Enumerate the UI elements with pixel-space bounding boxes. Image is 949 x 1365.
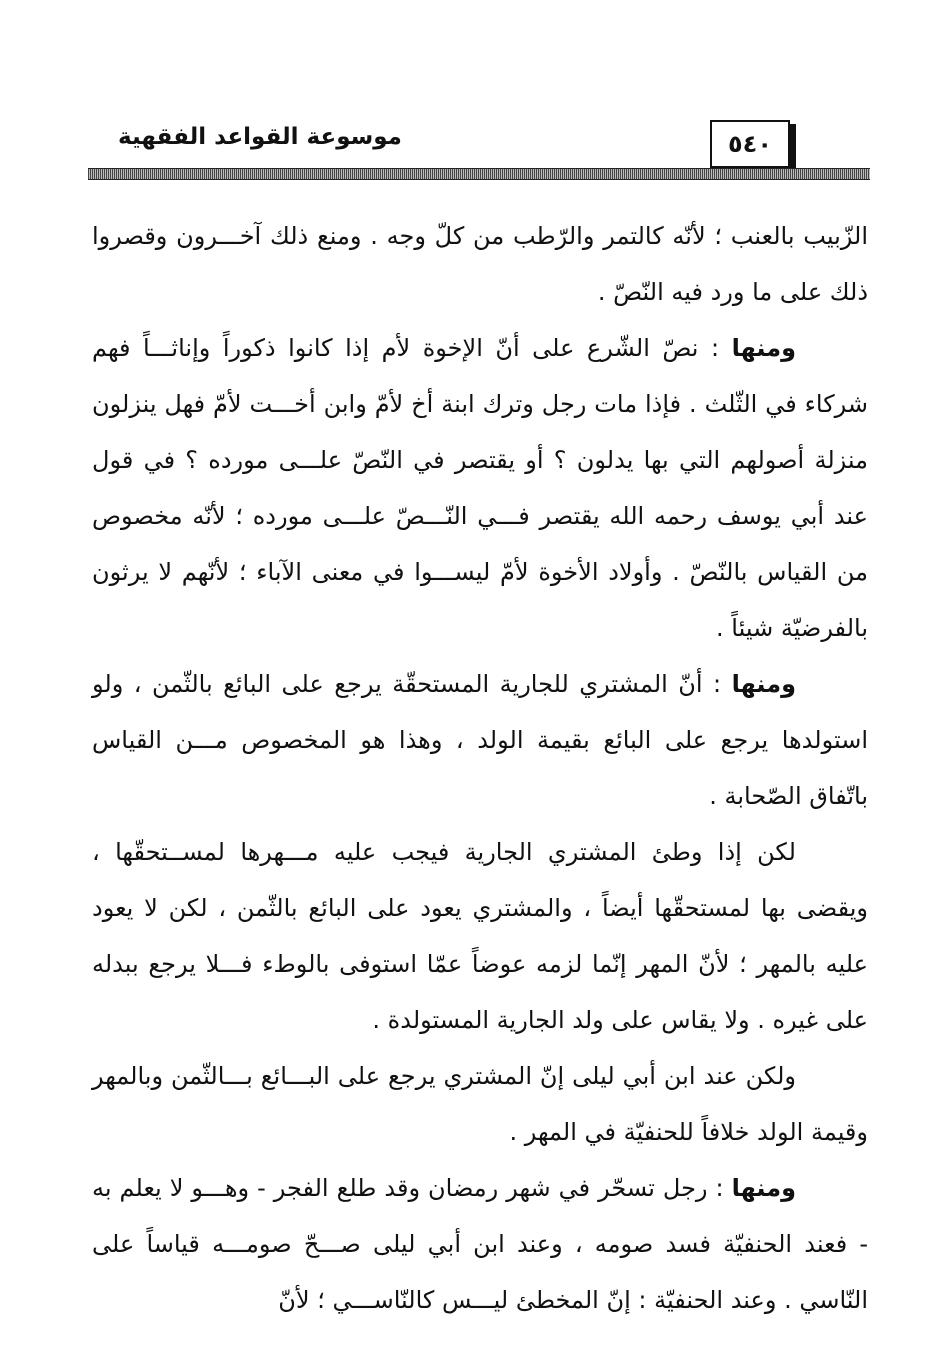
paragraph-lead: ومنها — [731, 1174, 796, 1202]
paragraph-text: لكن إذا وطئ المشتري الجارية فيجب عليه مـــهرها لمســتحقّها ، ويقضى بها لمستحقّها أيضاً ، والمشتري يعود على البائع بالثّمن ، لكن لا يعود عليه بالمهر ؛ لأنّ المهر إنّما لزمه عوضاً عمّا استوفى بالوطء فـــلا يرجع ببدله على غيره . ولا يقاس على ولد الجارية المستولدة . — [92, 838, 868, 1034]
paragraph-lead: ومنها — [731, 670, 796, 698]
paragraph-text: الزّبيب بالعنب ؛ لأنّه كالتمر والرّطب من كلّ وجه . ومنع ذلك آخـــرون وقصروا ذلك على ما ورد فيه النّصّ . — [92, 222, 868, 306]
page-number: ٥٤٠ — [710, 120, 790, 168]
paragraph-1 — [92, 208, 868, 320]
paragraph-text: : رجل تسحّر في شهر رمضان وقد طلع الفجر - وهـــو لا يعلم به - فعند الحنفيّة فسد صومه ، وعند ابن أبي ليلى صـــحّ صومـــه قياساً على النّاسي . وعند الحنفيّة : إنّ المخطئ ليـــس كالنّاســـي ؛ لأنّ — [92, 1174, 868, 1314]
paragraph-text: : أنّ المشتري للجارية المستحقّة يرجع على البائع بالثّمن ، ولو استولدها يرجع على البائع بقيمة الولد ، وهذا هو المخصوص مـــن القياس باتّفاق الصّحابة . — [92, 670, 868, 810]
paragraph-lead: ومنها — [731, 334, 796, 362]
paragraph-3 — [92, 656, 868, 824]
page-header — [88, 118, 870, 180]
header-rule — [88, 168, 870, 180]
body-text — [92, 208, 868, 1328]
paragraph-text: ولكن عند ابن أبي ليلى إنّ المشتري يرجع على البـــائع بـــالثّمن وبالمهر وقيمة الولد خلافاً للحنفيّة في المهر . — [92, 1062, 868, 1146]
paragraph-text: : نصّ الشّرع على أنّ الإخوة لأم إذا كانوا ذكوراً وإناثـــاً فهم شركاء في الثّلث . فإذا مات رجل وترك ابنة أخ لأمّ وابن أخـــت لأمّ فهل ينزلون منزلة أصولهم التي بها يدلون ؟ أو يقتصر في النّصّ علـــى مورده ؟ في قول عند أبي يوسف رحمه الله يقتصر فـــي النّـــصّ علـــى مورده ؛ لأنّه مخصوص من القياس بالنّصّ . وأولاد الأخوة لأمّ ليســـوا في معنى الآباء ؛ لأنّهم لا يرثون بالفرضيّة شيئاً . — [92, 334, 868, 642]
running-title: موسوعة القواعد الفقهية — [118, 124, 402, 150]
paragraph-6 — [92, 1160, 868, 1328]
paragraph-2 — [92, 320, 868, 656]
paragraph-5 — [92, 1048, 868, 1160]
paragraph-4 — [92, 824, 868, 1048]
